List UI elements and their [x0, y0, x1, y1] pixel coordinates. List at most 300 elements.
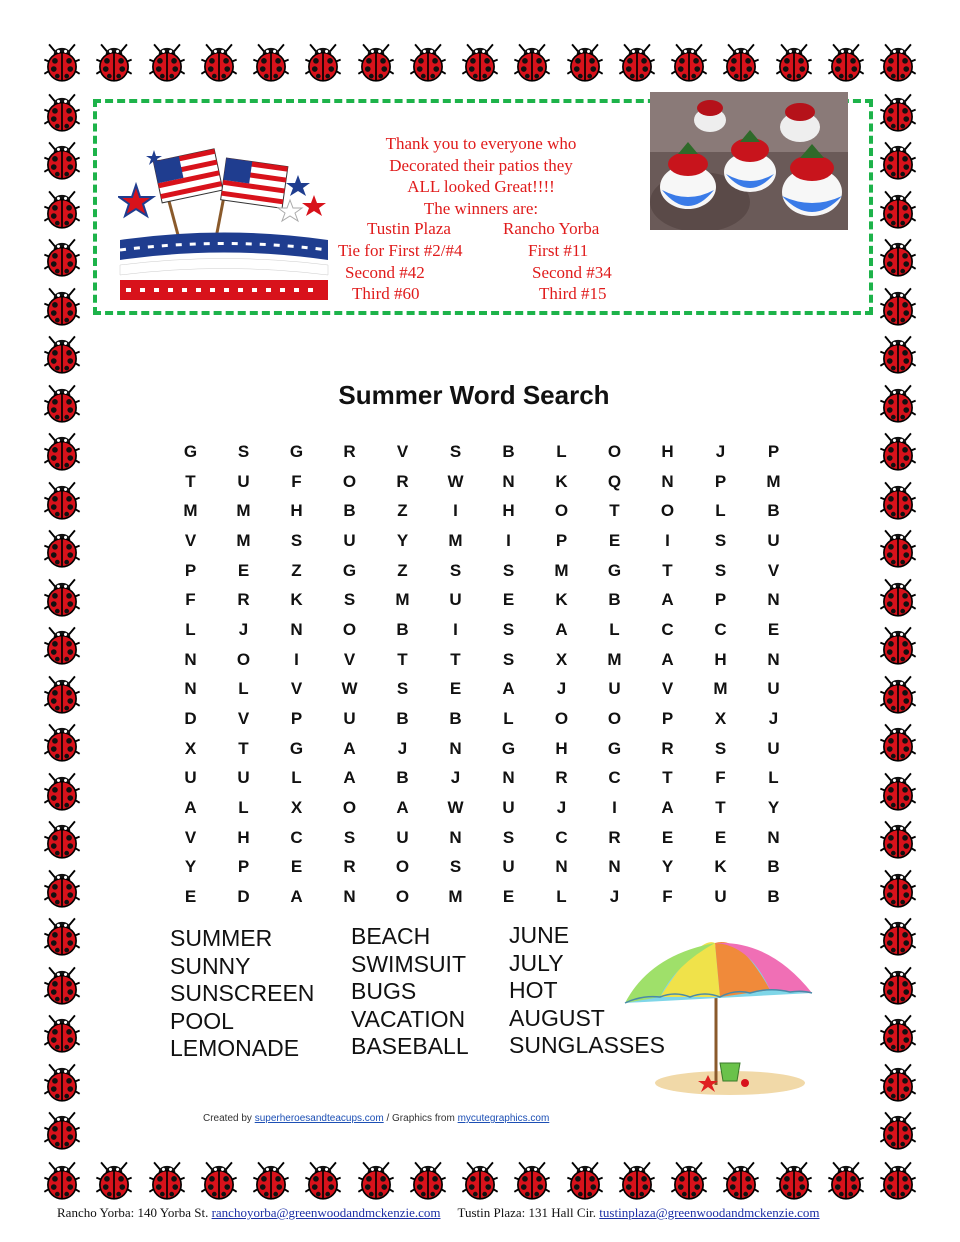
grid-letter: U	[608, 679, 621, 699]
grid-letter: J	[238, 619, 249, 639]
grid-letter: B	[449, 709, 462, 729]
grid-letter: G	[607, 738, 622, 758]
grid-letter: O	[395, 857, 410, 877]
grid-letter: R	[555, 768, 568, 788]
grid-letter: A	[343, 738, 356, 758]
grid-letter: V	[661, 679, 674, 699]
ladybug-icon	[42, 189, 82, 229]
ladybug-icon	[42, 1110, 82, 1150]
grid-letter: V	[237, 709, 250, 729]
grid-letter: G	[289, 738, 304, 758]
grid-letter: S	[396, 679, 409, 699]
grid-letter: M	[554, 560, 569, 580]
ladybug-icon	[42, 286, 82, 326]
grid-letter: P	[767, 441, 780, 461]
grid-letter: L	[715, 501, 726, 521]
grid-letter: S	[343, 590, 356, 610]
ladybug-icon	[721, 42, 761, 82]
grid-letter: S	[502, 649, 515, 669]
ladybug-icon	[617, 1160, 657, 1200]
ladybug-icon	[878, 625, 918, 665]
grid-letter: I	[506, 530, 511, 550]
grid-letter: X	[555, 649, 568, 669]
word-list-item: AUGUST	[509, 1004, 605, 1031]
grid-row	[164, 734, 800, 764]
grid-letter: O	[342, 798, 357, 818]
ladybug-icon	[42, 237, 82, 277]
ladybug-icon	[42, 334, 82, 374]
grid-letter: N	[767, 649, 780, 669]
mycutegraphics-link[interactable]: mycutegraphics.com	[457, 1113, 550, 1124]
grid-letter: M	[766, 471, 781, 491]
grid-letter: E	[714, 827, 727, 847]
grid-letter: J	[397, 738, 408, 758]
ladybug-icon	[878, 528, 918, 568]
grid-letter: T	[609, 501, 620, 521]
ladybug-icon	[826, 1160, 866, 1200]
grid-letter: L	[503, 709, 514, 729]
grid-letter: N	[502, 471, 515, 491]
ladybug-icon	[42, 528, 82, 568]
grid-letter: K	[555, 590, 568, 610]
grid-letter: L	[768, 768, 779, 788]
grid-letter: U	[396, 827, 409, 847]
grid-letter: O	[395, 887, 410, 907]
ladybug-icon	[42, 577, 82, 617]
ladybug-icon	[826, 42, 866, 82]
grid-letter: O	[607, 441, 622, 461]
grid-row	[164, 467, 800, 497]
grid-letter: R	[608, 827, 621, 847]
grid-letter: N	[343, 887, 356, 907]
grid-letter: E	[608, 530, 621, 550]
grid-letter: S	[714, 738, 727, 758]
ladybug-icon	[199, 42, 239, 82]
ladybug-icon	[42, 1013, 82, 1053]
grid-row	[164, 853, 800, 883]
ladybug-icon	[878, 1110, 918, 1150]
grid-letter: M	[395, 590, 410, 610]
rancho-first-place: First #11	[528, 241, 589, 260]
grid-letter: C	[714, 619, 727, 639]
grid-letter: S	[502, 827, 515, 847]
grid-letter: L	[556, 441, 567, 461]
ladybug-icon	[878, 577, 918, 617]
word-list-item: POOL	[170, 1007, 234, 1034]
grid-row	[164, 615, 800, 645]
grid-letter: A	[184, 798, 197, 818]
ladybug-icon	[565, 1160, 605, 1200]
grid-letter: B	[502, 441, 515, 461]
grid-letter: J	[768, 709, 779, 729]
grid-letter: L	[238, 798, 249, 818]
grid-letter: S	[290, 530, 303, 550]
ladybug-icon	[251, 42, 291, 82]
word-list-column-1	[170, 925, 314, 1063]
tustin-plaza-heading: Tustin Plaza	[367, 219, 451, 238]
grid-letter: X	[714, 709, 727, 729]
grid-letter: Y	[184, 857, 197, 877]
grid-letter: P	[714, 471, 727, 491]
grid-letter: N	[767, 590, 780, 610]
grid-letter: T	[662, 768, 673, 788]
grid-letter: U	[237, 768, 250, 788]
grid-letter: O	[554, 709, 569, 729]
grid-letter: G	[342, 560, 357, 580]
grid-letter: H	[237, 827, 250, 847]
ladybug-icon	[565, 42, 605, 82]
grid-letter: O	[554, 501, 569, 521]
grid-letter: H	[555, 738, 568, 758]
grid-row	[164, 793, 800, 823]
grid-letter: N	[184, 649, 197, 669]
ladybug-icon	[721, 1160, 761, 1200]
word-list-item: SWIMSUIT	[351, 950, 466, 977]
ladybug-icon	[512, 1160, 552, 1200]
grid-letter: M	[236, 530, 251, 550]
ladybug-icon	[617, 42, 657, 82]
grid-row	[164, 882, 800, 912]
superheroes-link[interactable]: superheroesandteacups.com	[254, 1113, 384, 1124]
word-list-item: BEACH	[351, 923, 431, 949]
ladybug-icon	[42, 916, 82, 956]
ladybug-icon	[878, 674, 918, 714]
ladybug-icon	[878, 189, 918, 229]
grid-letter: B	[767, 887, 780, 907]
chocolate-strawberries-photo	[650, 92, 848, 230]
grid-row	[164, 556, 800, 586]
word-list-item: BASEBALL	[351, 1033, 469, 1060]
grid-letter: U	[449, 590, 462, 610]
tustin-first-place: Tie for First #2/#4	[338, 241, 463, 260]
grid-letter: M	[448, 887, 463, 907]
grid-letter: M	[183, 501, 198, 521]
thank-you-message	[346, 133, 616, 219]
ladybug-icon	[878, 819, 918, 859]
grid-letter: I	[294, 649, 299, 669]
grid-letter: K	[290, 590, 303, 610]
credit-middle: / Graphics from	[383, 1113, 458, 1124]
ladybug-icon	[42, 722, 82, 762]
grid-row	[164, 764, 800, 794]
ladybug-icon	[878, 431, 918, 471]
rancho-third-place: Third #15	[539, 284, 607, 303]
grid-letter: N	[555, 857, 568, 877]
ladybug-icon	[878, 480, 918, 520]
grid-letter: L	[238, 679, 249, 699]
grid-letter: X	[290, 798, 303, 818]
tustin-address: Tustin Plaza: 131 Hall Cir.	[457, 1205, 600, 1220]
ladybug-icon	[878, 1062, 918, 1102]
grid-letter: V	[290, 679, 303, 699]
word-list-item: JUNE	[509, 922, 570, 948]
grid-letter: U	[767, 530, 780, 550]
ladybug-icon	[460, 1160, 500, 1200]
grid-letter: F	[662, 887, 673, 907]
ladybug-icon	[42, 965, 82, 1005]
grid-letter: T	[238, 738, 249, 758]
ladybug-icon	[94, 1160, 134, 1200]
ladybug-icon	[42, 92, 82, 132]
letter-grid	[164, 437, 800, 912]
grid-letter: B	[767, 501, 780, 521]
grid-letter: N	[449, 738, 462, 758]
grid-letter: W	[341, 679, 358, 699]
grid-letter: A	[502, 679, 515, 699]
grid-letter: U	[502, 857, 515, 877]
winners-heading: The winners are:	[423, 198, 539, 218]
grid-letter: R	[343, 441, 356, 461]
grid-letter: E	[661, 827, 674, 847]
ladybug-icon	[878, 771, 918, 811]
grid-letter: U	[237, 471, 250, 491]
grid-letter: V	[767, 560, 780, 580]
grid-letter: F	[185, 590, 196, 610]
grid-letter: U	[714, 887, 727, 907]
word-list-item: SUMMER	[170, 925, 273, 951]
grid-letter: X	[184, 738, 197, 758]
grid-letter: V	[343, 649, 356, 669]
word-list-column-2	[351, 923, 469, 1061]
word-list-item: SUNGLASSES	[509, 1032, 665, 1059]
tustin-third-place: Third #60	[352, 284, 420, 303]
grid-letter: P	[714, 590, 727, 610]
grid-letter: J	[556, 679, 567, 699]
grid-letter: D	[184, 709, 197, 729]
grid-letter: O	[342, 471, 357, 491]
grid-letter: V	[396, 441, 409, 461]
grid-letter: U	[502, 798, 515, 818]
grid-letter: U	[343, 530, 356, 550]
ladybug-icon	[147, 1160, 187, 1200]
thank-you-line: Thank you to everyone who	[385, 134, 577, 153]
grid-letter: P	[555, 530, 568, 550]
grid-letter: G	[607, 560, 622, 580]
ladybug-icon	[199, 1160, 239, 1200]
ladybug-icon	[42, 674, 82, 714]
grid-row	[164, 704, 800, 734]
grid-letter: J	[450, 768, 461, 788]
grid-letter: H	[714, 649, 727, 669]
ladybug-icon	[408, 1160, 448, 1200]
grid-letter: S	[502, 619, 515, 639]
grid-letter: R	[343, 857, 356, 877]
grid-letter: B	[608, 590, 621, 610]
grid-row	[164, 526, 800, 556]
grid-letter: S	[449, 560, 462, 580]
grid-letter: L	[609, 619, 620, 639]
grid-letter: U	[767, 738, 780, 758]
grid-letter: V	[184, 530, 197, 550]
grid-letter: N	[184, 679, 197, 699]
grid-letter: H	[290, 501, 303, 521]
ladybug-icon	[303, 42, 343, 82]
grid-letter: A	[396, 798, 409, 818]
grid-letter: S	[449, 857, 462, 877]
ladybug-icon	[878, 237, 918, 277]
grid-letter: S	[237, 441, 250, 461]
grid-letter: U	[767, 679, 780, 699]
grid-letter: K	[555, 471, 568, 491]
grid-letter: T	[450, 649, 461, 669]
grid-letter: B	[343, 501, 356, 521]
ladybug-icon	[774, 42, 814, 82]
thank-you-line: ALL looked Great!!!!	[407, 177, 555, 197]
grid-letter: F	[291, 471, 302, 491]
grid-letter: E	[767, 619, 780, 639]
ladybug-icon	[356, 42, 396, 82]
grid-letter: S	[714, 530, 727, 550]
grid-letter: B	[396, 709, 409, 729]
word-list-item: BUGS	[351, 978, 417, 1005]
rancho-second-place: Second #34	[532, 263, 612, 282]
tustin-second-place: Second #42	[345, 263, 425, 282]
grid-letter: C	[555, 827, 568, 847]
rancho-address: Rancho Yorba: 140 Yorba St.	[57, 1205, 212, 1220]
grid-letter: O	[607, 709, 622, 729]
grid-letter: V	[184, 827, 197, 847]
word-list-item: HOT	[509, 977, 558, 1004]
grid-letter: E	[237, 560, 250, 580]
grid-letter: T	[715, 798, 726, 818]
ladybug-icon	[42, 771, 82, 811]
graphics-credit	[203, 1113, 549, 1124]
grid-letter: R	[396, 471, 409, 491]
ladybug-icon	[42, 1160, 82, 1200]
ladybug-icon	[303, 1160, 343, 1200]
contact-footer	[57, 1205, 820, 1221]
grid-letter: A	[661, 649, 674, 669]
ladybug-icon	[42, 431, 82, 471]
grid-letter: P	[237, 857, 250, 877]
grid-letter: P	[290, 709, 303, 729]
ladybug-icon	[774, 1160, 814, 1200]
grid-letter: B	[396, 768, 409, 788]
ladybug-icon	[669, 42, 709, 82]
grid-letter: P	[184, 560, 197, 580]
ladybug-icon	[512, 42, 552, 82]
ladybug-icon	[42, 1062, 82, 1102]
grid-letter: E	[290, 857, 303, 877]
grid-letter: T	[397, 649, 408, 669]
rancho-email-link[interactable]: ranchoyorba@greenwoodandmckenzie.com	[211, 1205, 441, 1220]
grid-letter: Y	[767, 798, 780, 818]
grid-letter: G	[183, 441, 198, 461]
grid-letter: D	[237, 887, 250, 907]
grid-letter: O	[660, 501, 675, 521]
grid-letter: L	[291, 768, 302, 788]
grid-letter: U	[184, 768, 197, 788]
grid-letter: S	[343, 827, 356, 847]
grid-row	[164, 823, 800, 853]
grid-row	[164, 496, 800, 526]
thank-you-line: Decorated their patios they	[389, 155, 573, 175]
grid-letter: S	[449, 441, 462, 461]
ladybug-icon	[147, 42, 187, 82]
grid-letter: Z	[291, 560, 302, 580]
ladybug-icon	[878, 334, 918, 374]
word-list-item: SUNNY	[170, 952, 251, 979]
ladybug-icon	[94, 42, 134, 82]
grid-letter: A	[661, 798, 674, 818]
grid-letter: E	[184, 887, 197, 907]
beach-umbrella-icon	[620, 935, 820, 1097]
grid-row	[164, 437, 800, 467]
grid-row	[164, 585, 800, 615]
grid-letter: C	[608, 768, 621, 788]
grid-letter: H	[502, 501, 515, 521]
grid-letter: I	[453, 619, 458, 639]
grid-letter: O	[236, 649, 251, 669]
grid-letter: B	[396, 619, 409, 639]
grid-letter: W	[447, 798, 464, 818]
grid-letter: R	[661, 738, 674, 758]
ladybug-icon	[878, 92, 918, 132]
grid-letter: E	[502, 590, 515, 610]
grid-letter: Z	[397, 501, 408, 521]
grid-letter: S	[714, 560, 727, 580]
credit-prefix: Created by	[203, 1113, 255, 1124]
grid-letter: E	[449, 679, 462, 699]
grid-letter: I	[453, 501, 458, 521]
grid-letter: O	[342, 619, 357, 639]
word-list-item: VACATION	[351, 1005, 466, 1032]
grid-letter: U	[343, 709, 356, 729]
grid-letter: Y	[661, 857, 674, 877]
grid-row	[164, 675, 800, 705]
ladybug-icon	[878, 1160, 918, 1200]
grid-letter: L	[185, 619, 196, 639]
grid-letter: Y	[396, 530, 409, 550]
grid-letter: N	[449, 827, 462, 847]
ladybug-icon	[42, 868, 82, 908]
grid-letter: P	[661, 709, 674, 729]
grid-letter: N	[661, 471, 674, 491]
word-list-item: SUNSCREEN	[170, 980, 315, 1007]
grid-letter: A	[555, 619, 568, 639]
grid-letter: C	[661, 619, 674, 639]
grid-letter: A	[661, 590, 674, 610]
ladybug-icon	[878, 42, 918, 82]
grid-letter: J	[556, 798, 567, 818]
grid-letter: J	[715, 441, 726, 461]
american-flags-banner	[118, 140, 330, 305]
grid-letter: N	[290, 619, 303, 639]
puzzle-title: Summer Word Search	[338, 380, 610, 410]
grid-letter: H	[661, 441, 674, 461]
grid-letter: A	[343, 768, 356, 788]
rancho-yorba-heading: Rancho Yorba	[503, 219, 600, 238]
ladybug-icon	[669, 1160, 709, 1200]
ladybug-icon	[878, 722, 918, 762]
grid-letter: M	[713, 679, 728, 699]
ladybug-icon	[878, 1013, 918, 1053]
grid-letter: S	[502, 560, 515, 580]
word-list-item: JULY	[509, 949, 564, 976]
ladybug-icon	[42, 625, 82, 665]
grid-letter: M	[236, 501, 251, 521]
grid-letter: F	[715, 768, 726, 788]
ladybug-icon	[878, 965, 918, 1005]
grid-row	[164, 645, 800, 675]
tustin-email-link[interactable]: tustinplaza@greenwoodandmckenzie.com	[599, 1205, 820, 1220]
grid-letter: I	[665, 530, 670, 550]
grid-letter: N	[767, 827, 780, 847]
grid-letter: N	[608, 857, 621, 877]
grid-letter: L	[556, 887, 567, 907]
word-list-item: LEMONADE	[170, 1035, 300, 1062]
grid-letter: T	[185, 471, 196, 491]
